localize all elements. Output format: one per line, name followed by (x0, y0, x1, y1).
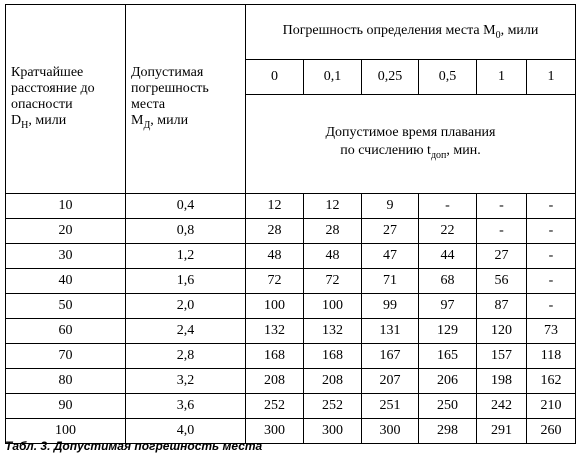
cell-time: 56 (477, 269, 527, 294)
cell-distance: 90 (6, 394, 126, 419)
cell-time: 28 (304, 219, 362, 244)
cell-distance: 40 (6, 269, 126, 294)
cell-distance: 80 (6, 369, 126, 394)
cell-permissible-error: 4,0 (126, 419, 246, 444)
table-row (6, 244, 576, 269)
cell-time: 118 (527, 344, 576, 369)
table-row (6, 369, 576, 394)
cell-time: 22 (419, 219, 477, 244)
cell-time: 99 (362, 294, 419, 319)
cell-time: 71 (362, 269, 419, 294)
cell-distance: 100 (6, 419, 126, 444)
cell-time: 300 (246, 419, 304, 444)
cell-time: 168 (304, 344, 362, 369)
cell-distance: 60 (6, 319, 126, 344)
cell-time: 132 (304, 319, 362, 344)
cell-time: 129 (419, 319, 477, 344)
cell-time: 48 (246, 244, 304, 269)
header-m0-value: 1 (477, 60, 527, 95)
header-permissible-error: Допустимая погрешность места $M_Д$, мили (126, 5, 246, 194)
cell-time: 300 (304, 419, 362, 444)
cell-time: 168 (246, 344, 304, 369)
header-m0-value: 1 (527, 60, 576, 95)
cell-time: 167 (362, 344, 419, 369)
header-distance: Кратчайшее расстояние до опасности $D_Н$, мили (6, 5, 126, 194)
cell-time: 162 (527, 369, 576, 394)
cell-time: 72 (246, 269, 304, 294)
cell-time: - (527, 294, 576, 319)
cell-permissible-error: 3,2 (126, 369, 246, 394)
header-position-error-group: Погрешность определения места $M_0$, мили (246, 5, 576, 60)
table-row (6, 269, 576, 294)
cell-time: 298 (419, 419, 477, 444)
permissible-error-table (5, 4, 576, 444)
cell-time: - (419, 194, 477, 219)
cell-time: 208 (246, 369, 304, 394)
cell-time: 157 (477, 344, 527, 369)
cell-time: 206 (419, 369, 477, 394)
header-m0-value: 0,1 (304, 60, 362, 95)
cell-time: 12 (246, 194, 304, 219)
table-row (6, 219, 576, 244)
cell-time: 12 (304, 194, 362, 219)
cell-permissible-error: 0,8 (126, 219, 246, 244)
cell-permissible-error: 1,6 (126, 269, 246, 294)
cell-time: - (527, 244, 576, 269)
table-caption: Табл. 3. Допустимая погрешность места (5, 439, 263, 453)
cell-time: 198 (477, 369, 527, 394)
cell-time: - (527, 219, 576, 244)
cell-time: - (527, 269, 576, 294)
cell-time: 97 (419, 294, 477, 319)
cell-time: 27 (477, 244, 527, 269)
table-row (6, 344, 576, 369)
cell-time: 252 (246, 394, 304, 419)
cell-time: 165 (419, 344, 477, 369)
cell-time: - (477, 219, 527, 244)
cell-permissible-error: 2,4 (126, 319, 246, 344)
cell-time: 250 (419, 394, 477, 419)
cell-time: 131 (362, 319, 419, 344)
cell-permissible-error: 1,2 (126, 244, 246, 269)
cell-time: - (527, 194, 576, 219)
cell-time: 208 (304, 369, 362, 394)
cell-distance: 50 (6, 294, 126, 319)
cell-permissible-error: 3,6 (126, 394, 246, 419)
cell-time: 120 (477, 319, 527, 344)
cell-time: 9 (362, 194, 419, 219)
cell-time: 210 (527, 394, 576, 419)
header-m0-value: 0,25 (362, 60, 419, 95)
cell-time: 251 (362, 394, 419, 419)
cell-time: 28 (246, 219, 304, 244)
cell-time: 242 (477, 394, 527, 419)
cell-time: 68 (419, 269, 477, 294)
cell-distance: 20 (6, 219, 126, 244)
table-row (6, 194, 576, 219)
cell-time: 132 (246, 319, 304, 344)
cell-time: 100 (304, 294, 362, 319)
cell-time: 300 (362, 419, 419, 444)
cell-permissible-error: 0,4 (126, 194, 246, 219)
cell-time: 47 (362, 244, 419, 269)
cell-time: 260 (527, 419, 576, 444)
cell-time: 252 (304, 394, 362, 419)
cell-distance: 30 (6, 244, 126, 269)
cell-permissible-error: 2,8 (126, 344, 246, 369)
cell-time: 73 (527, 319, 576, 344)
table-row (6, 319, 576, 344)
table-row (6, 294, 576, 319)
cell-time: 87 (477, 294, 527, 319)
header-m0-value: 0,5 (419, 60, 477, 95)
table-row (6, 394, 576, 419)
cell-distance: 70 (6, 344, 126, 369)
header-allowed-time: Допустимое время плавания по счислению $t_{доп}$, мин. (246, 95, 576, 194)
cell-time: 72 (304, 269, 362, 294)
cell-time: 291 (477, 419, 527, 444)
cell-time: 44 (419, 244, 477, 269)
cell-time: 48 (304, 244, 362, 269)
cell-permissible-error: 2,0 (126, 294, 246, 319)
cell-time: 100 (246, 294, 304, 319)
cell-distance: 10 (6, 194, 126, 219)
header-m0-value: 0 (246, 60, 304, 95)
cell-time: 207 (362, 369, 419, 394)
cell-time: 27 (362, 219, 419, 244)
cell-time: - (477, 194, 527, 219)
